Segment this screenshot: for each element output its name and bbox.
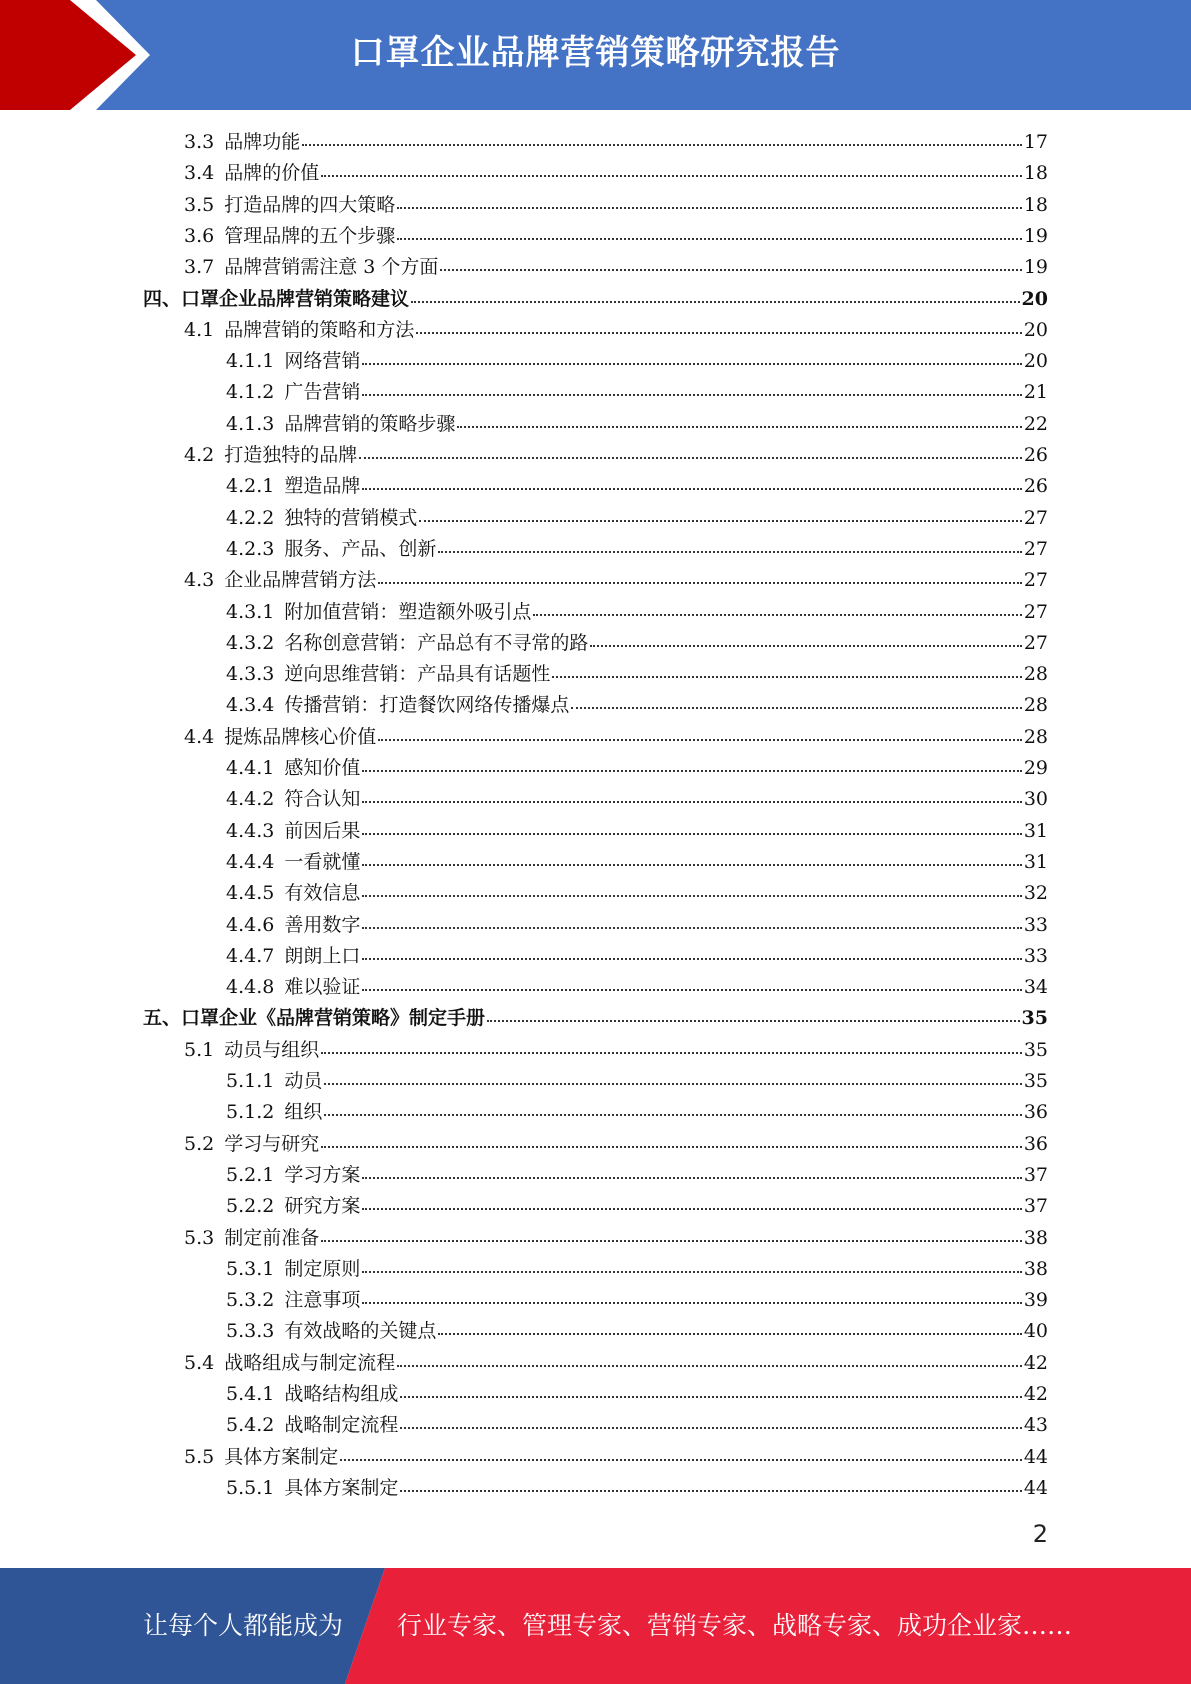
toc-entry-number: 4.4.2 [226, 788, 275, 811]
toc-entry-number: 5.4 [184, 1351, 215, 1374]
toc-entry-page: 35 [1023, 1070, 1048, 1092]
toc-dot-leader [340, 1459, 1022, 1461]
toc-entry-page: 19 [1023, 224, 1048, 247]
toc-entry-title: 四、口罩企业品牌营销策略建议 [143, 287, 410, 310]
toc-entry[interactable] [184, 1442, 1048, 1473]
toc-entry-title: 战略组成与制定流程 [224, 1351, 396, 1374]
toc-dot-leader [324, 1083, 1021, 1085]
toc-entry[interactable] [226, 784, 1048, 815]
toc-entry-number: 4.2 [184, 444, 215, 466]
toc-entry-title: 传播营销：打造餐饮网络传播爆点 [284, 694, 570, 717]
toc-entry-title: 企业品牌营销方法 [224, 569, 377, 592]
toc-entry-number: 5.3.2 [226, 1289, 275, 1312]
toc-entry-number: 5.3.3 [226, 1320, 275, 1343]
toc-entry-title: 制定原则 [284, 1257, 361, 1280]
toc-entry-title: 学习与研究 [224, 1132, 320, 1155]
toc-dot-leader [457, 426, 1021, 428]
toc-entry-title: 组织 [284, 1101, 323, 1124]
toc-dot-leader [362, 1271, 1021, 1273]
document-title: 口罩企业品牌营销策略研究报告 [350, 33, 841, 73]
toc-entry-number: 3.5 [184, 193, 215, 216]
toc-entry-page: 27 [1023, 537, 1048, 560]
toc-entry-page: 44 [1023, 1476, 1048, 1499]
toc-dot-leader [419, 520, 1021, 522]
toc-entry[interactable] [184, 315, 1048, 346]
toc-entry-number: 5.2 [184, 1132, 215, 1155]
toc-dot-leader [321, 1146, 1022, 1148]
toc-entry-page: 28 [1023, 694, 1048, 717]
toc-dot-leader [378, 582, 1022, 584]
toc-entry[interactable] [143, 1003, 1048, 1034]
toc-entry-number: 5.1 [184, 1038, 215, 1061]
toc-entry[interactable] [226, 503, 1048, 534]
toc-entry-page: 35 [1023, 1038, 1048, 1061]
toc-entry-title: 朗朗上口 [284, 944, 361, 967]
toc-entry[interactable] [184, 440, 1048, 471]
toc-entry[interactable] [226, 941, 1048, 972]
toc-entry-title: 塑造品牌 [284, 475, 361, 498]
page-footer [0, 1568, 1191, 1684]
toc-entry-page: 37 [1023, 1195, 1048, 1218]
toc-dot-leader [362, 363, 1021, 365]
toc-entry-page: 38 [1023, 1257, 1048, 1280]
toc-entry-page: 42 [1023, 1351, 1048, 1374]
toc-entry-page: 40 [1023, 1320, 1048, 1343]
toc-entry[interactable] [226, 1066, 1048, 1097]
page-number: 2 [1032, 1520, 1048, 1548]
toc-dot-leader [362, 989, 1021, 991]
toc-entry[interactable] [184, 1035, 1048, 1066]
toc-entry[interactable] [184, 221, 1048, 252]
toc-entry[interactable] [184, 565, 1048, 596]
toc-entry-page: 30 [1023, 788, 1048, 811]
toc-entry-page: 44 [1023, 1445, 1048, 1468]
toc-entry-title: 符合认知 [284, 788, 361, 811]
toc-entry[interactable] [184, 1129, 1048, 1160]
toc-entry-title: 有效战略的关键点 [284, 1320, 437, 1343]
toc-dot-leader [416, 332, 1022, 334]
toc-entry-page: 33 [1023, 944, 1048, 967]
toc-entry-title: 前因后果 [284, 819, 361, 842]
toc-entry[interactable] [184, 722, 1048, 753]
toc-entry-page: 31 [1023, 819, 1048, 842]
toc-entry-title: 附加值营销：塑造额外吸引点 [284, 600, 532, 623]
toc-entry-title: 注意事项 [284, 1289, 361, 1312]
toc-dot-leader [400, 1396, 1021, 1398]
toc-entry-page: 19 [1023, 256, 1048, 279]
toc-dot-leader [571, 707, 1021, 709]
toc-entry[interactable] [226, 1160, 1048, 1191]
toc-entry[interactable] [226, 878, 1048, 909]
toc-entry-page: 36 [1023, 1101, 1048, 1124]
toc-entry-title: 网络营销 [284, 350, 361, 373]
toc-entry-number: 4.4.1 [226, 757, 275, 779]
toc-dot-leader [302, 144, 1022, 146]
toc-entry-number: 4.3.4 [226, 694, 275, 717]
toc-entry[interactable] [184, 127, 1048, 158]
toc-entry-number: 4.4.5 [226, 882, 275, 905]
toc-entry-number: 4.4.8 [226, 976, 275, 999]
toc-entry[interactable] [226, 1191, 1048, 1222]
toc-entry[interactable] [184, 1223, 1048, 1254]
toc-entry-page: 32 [1023, 882, 1048, 905]
toc-entry-title: 名称创意营销：产品总有不寻常的路 [284, 631, 589, 654]
toc-dot-leader [362, 864, 1021, 866]
toc-entry[interactable] [226, 534, 1048, 565]
toc-entry-page: 28 [1023, 725, 1048, 748]
toc-entry-title: 感知价值 [284, 757, 361, 779]
toc-entry-page: 33 [1023, 913, 1048, 936]
toc-dot-leader [533, 614, 1021, 616]
toc-dot-leader [362, 1208, 1021, 1210]
toc-entry-title: 打造独特的品牌 [224, 444, 358, 466]
toc-entry-page: 42 [1023, 1383, 1048, 1405]
toc-entry-page: 18 [1023, 193, 1048, 216]
toc-entry-number: 5.4.1 [226, 1383, 275, 1405]
toc-entry-page: 35 [1021, 1007, 1048, 1030]
toc-dot-leader [362, 770, 1021, 772]
toc-entry-number: 5.5 [184, 1445, 215, 1468]
toc-entry-page: 20 [1021, 287, 1048, 310]
toc-entry[interactable] [184, 158, 1048, 189]
toc-dot-leader [362, 895, 1021, 897]
toc-entry-title: 品牌功能 [224, 131, 301, 153]
toc-entry[interactable] [226, 1473, 1048, 1504]
toc-entry-number: 4.4.4 [226, 850, 275, 873]
toc-dot-leader [362, 488, 1021, 490]
toc-entry-number: 4.2.1 [226, 475, 275, 498]
toc-entry-page: 36 [1023, 1132, 1048, 1155]
toc-entry-number: 4.1.3 [226, 412, 275, 435]
toc-entry-title: 具体方案制定 [224, 1445, 339, 1468]
toc-dot-leader [552, 676, 1021, 678]
toc-entry-title: 动员 [284, 1070, 323, 1092]
toc-entry-title: 战略制定流程 [284, 1414, 399, 1437]
toc-entry[interactable] [226, 597, 1048, 628]
toc-entry[interactable] [226, 910, 1048, 941]
toc-entry-page: 26 [1023, 444, 1048, 466]
page-header [0, 0, 1191, 110]
toc-entry-number: 4.4.7 [226, 944, 275, 967]
toc-dot-leader [362, 958, 1021, 960]
toc-dot-leader [321, 175, 1022, 177]
toc-dot-leader [321, 1240, 1022, 1242]
toc-entry-title: 战略结构组成 [284, 1383, 399, 1405]
toc-entry[interactable] [226, 628, 1048, 659]
toc-entry-number: 4.3.3 [226, 663, 275, 686]
toc-dot-leader [321, 1052, 1022, 1054]
toc-entry-number: 5.2.1 [226, 1163, 275, 1186]
toc-dot-leader [411, 301, 1020, 303]
toc-entry-title: 学习方案 [284, 1163, 361, 1186]
toc-entry[interactable] [184, 252, 1048, 283]
toc-entry-page: 17 [1023, 131, 1048, 153]
toc-entry-number: 4.1 [184, 318, 215, 341]
toc-entry[interactable] [226, 659, 1048, 690]
toc-entry-title: 管理品牌的五个步骤 [224, 224, 396, 247]
toc-entry-number: 4.4.3 [226, 819, 275, 842]
toc-entry-title: 服务、产品、创新 [284, 537, 437, 560]
toc-entry[interactable] [226, 1097, 1048, 1128]
toc-entry-number: 5.1.1 [226, 1070, 275, 1092]
toc-dot-leader [487, 1020, 1020, 1022]
toc-entry-title: 具体方案制定 [284, 1476, 399, 1499]
toc-entry[interactable] [226, 1316, 1048, 1347]
footer-slogan-right: 行业专家、管理专家、营销专家、战略专家、成功企业家…… [397, 1611, 1073, 1640]
toc-entry-number: 4.1.1 [226, 350, 275, 373]
toc-entry-page: 27 [1023, 631, 1048, 654]
toc-entry-title: 善用数字 [284, 913, 361, 936]
toc-entry[interactable] [226, 816, 1048, 847]
toc-entry[interactable] [226, 690, 1048, 721]
toc-dot-leader [378, 739, 1022, 741]
toc-entry[interactable] [143, 284, 1048, 315]
toc-entry-number: 3.6 [184, 224, 215, 247]
toc-entry-page: 27 [1023, 569, 1048, 592]
toc-dot-leader [362, 1177, 1021, 1179]
toc-entry-title: 独特的营销模式 [284, 506, 418, 529]
toc-entry[interactable] [184, 1348, 1048, 1379]
toc-entry-number: 3.4 [184, 162, 215, 185]
toc-dot-leader [400, 1427, 1021, 1429]
toc-entry-page: 37 [1023, 1163, 1048, 1186]
toc-entry-title: 品牌营销的策略和方法 [224, 318, 415, 341]
toc-entry-page: 43 [1023, 1414, 1048, 1437]
toc-entry-number: 4.4.6 [226, 913, 275, 936]
toc-entry-title: 研究方案 [284, 1195, 361, 1218]
toc-entry[interactable] [226, 409, 1048, 440]
toc-dot-leader [362, 927, 1021, 929]
toc-entry-number: 3.7 [184, 256, 215, 279]
toc-dot-leader [400, 1490, 1021, 1492]
toc-entry-number: 4.3.1 [226, 600, 275, 623]
toc-entry-page: 22 [1023, 412, 1048, 435]
toc-entry-title: 动员与组织 [224, 1038, 320, 1061]
toc-dot-leader [438, 551, 1021, 553]
toc-entry[interactable] [226, 753, 1048, 784]
toc-entry[interactable] [226, 1379, 1048, 1410]
toc-dot-leader [362, 1302, 1021, 1304]
toc-entry-title: 品牌营销的策略步骤 [284, 412, 456, 435]
toc-entry-number: 4.1.2 [226, 381, 275, 404]
toc-entry-title: 制定前准备 [224, 1226, 320, 1249]
toc-entry-title: 打造品牌的四大策略 [224, 193, 396, 216]
toc-dot-leader [590, 645, 1021, 647]
toc-entry-title: 五、口罩企业《品牌营销策略》制定手册 [143, 1007, 486, 1030]
footer-slogan-left: 让每个人都能成为 [143, 1611, 344, 1640]
toc-entry-page: 21 [1023, 381, 1048, 404]
toc-entry-page: 34 [1023, 976, 1048, 999]
toc-dot-leader [362, 801, 1021, 803]
toc-entry-page: 38 [1023, 1226, 1048, 1249]
toc-entry-number: 5.4.2 [226, 1414, 275, 1437]
toc-dot-leader [324, 1114, 1021, 1116]
toc-entry-title: 广告营销 [284, 381, 361, 404]
toc-entry-number: 5.3 [184, 1226, 215, 1249]
toc-entry-title: 逆向思维营销：产品具有话题性 [284, 663, 551, 686]
toc-entry-page: 27 [1023, 600, 1048, 623]
toc-entry-title: 品牌营销需注意 3 个方面 [224, 256, 439, 279]
toc-entry-page: 26 [1023, 475, 1048, 498]
toc-dot-leader [438, 1333, 1021, 1335]
toc-entry-number: 5.1.2 [226, 1101, 275, 1124]
toc-entry[interactable] [226, 972, 1048, 1003]
toc-entry[interactable] [226, 346, 1048, 377]
toc-dot-leader [362, 394, 1021, 396]
toc-dot-leader [397, 207, 1022, 209]
toc-entry-number: 3.3 [184, 131, 215, 153]
toc-entry-page: 27 [1023, 506, 1048, 529]
toc-entry-page: 20 [1023, 350, 1048, 373]
toc-dot-leader [397, 238, 1022, 240]
toc-entry-number: 4.2.2 [226, 506, 275, 529]
toc-dot-leader [440, 269, 1021, 271]
toc-entry[interactable] [226, 1410, 1048, 1441]
toc-entry-number: 5.5.1 [226, 1476, 275, 1499]
toc-entry-number: 5.3.1 [226, 1257, 275, 1280]
toc-entry-page: 18 [1023, 162, 1048, 185]
toc-entry-title: 有效信息 [284, 882, 361, 905]
toc-entry[interactable] [226, 847, 1048, 878]
toc-entry-title: 一看就懂 [284, 850, 361, 873]
toc-entry[interactable] [226, 471, 1048, 502]
toc-entry-title: 品牌的价值 [224, 162, 320, 185]
toc-entry-page: 20 [1023, 318, 1048, 341]
toc-entry-title: 难以验证 [284, 976, 361, 999]
toc-entry-page: 28 [1023, 663, 1048, 686]
toc-entry-title: 提炼品牌核心价值 [224, 725, 377, 748]
toc-entry-number: 4.2.3 [226, 537, 275, 560]
toc-entry-page: 39 [1023, 1289, 1048, 1312]
toc-entry-number: 5.2.2 [226, 1195, 275, 1218]
toc-dot-leader [397, 1365, 1022, 1367]
toc-entry-page: 29 [1023, 757, 1048, 779]
toc-entry-number: 4.4 [184, 725, 215, 748]
toc-entry[interactable] [226, 377, 1048, 408]
toc-dot-leader [362, 833, 1021, 835]
toc-entry[interactable] [184, 190, 1048, 221]
toc-entry-number: 4.3.2 [226, 631, 275, 654]
toc-entry-page: 31 [1023, 850, 1048, 873]
toc-entry-number: 4.3 [184, 569, 215, 592]
toc-entry[interactable] [226, 1285, 1048, 1316]
toc-dot-leader [359, 457, 1022, 459]
toc-entry[interactable] [226, 1254, 1048, 1285]
